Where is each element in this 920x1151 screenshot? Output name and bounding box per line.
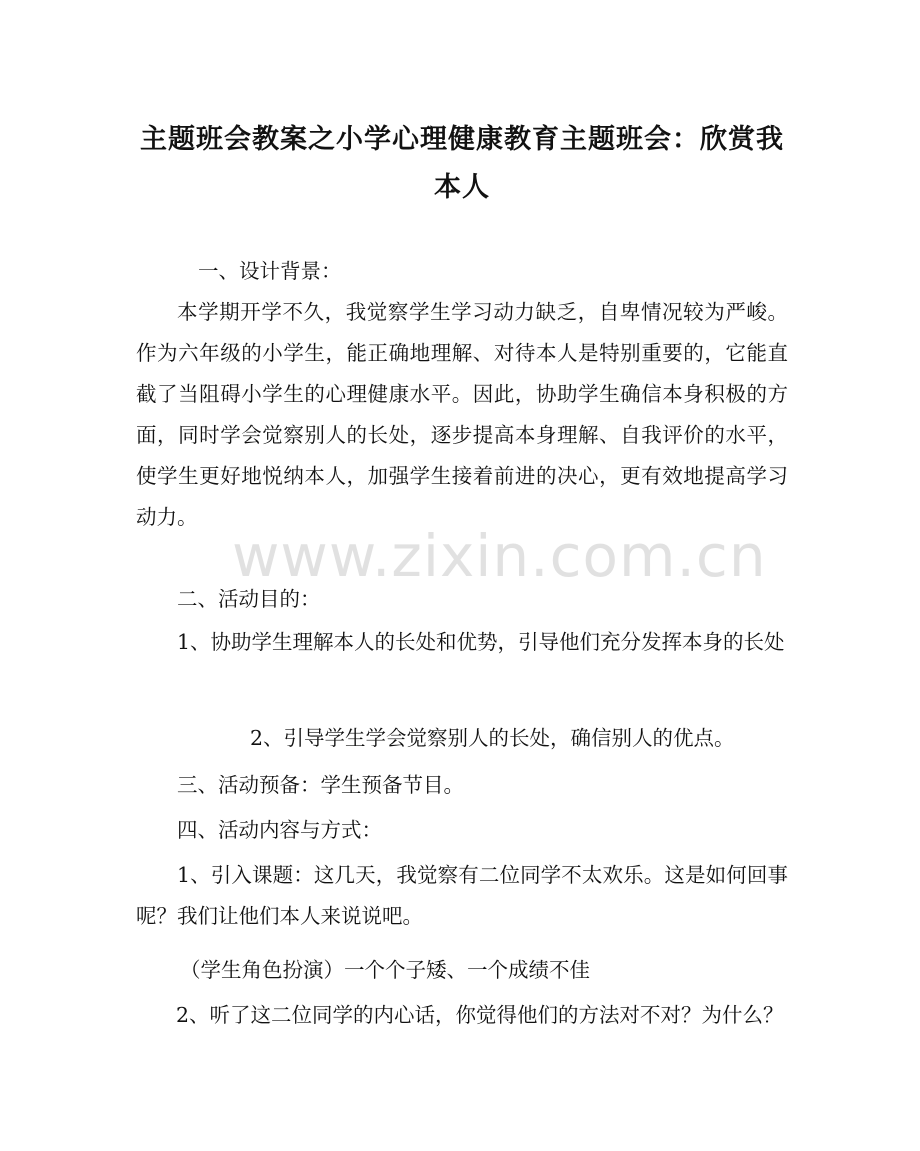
section-heading-preparation: 三、活动预备：学生预备节目。 xyxy=(177,773,464,797)
paragraph-goal-2: 2、引导学生学会觉察别人的长处，确信别人的优点。 xyxy=(250,726,735,750)
watermark-text: www.zixin.com.cn xyxy=(232,522,767,590)
section-heading-background: 一、设计背景： xyxy=(198,259,342,283)
page-title: 主题班会教案之小学心理健康教育主题班会：欣赏我本人 xyxy=(140,124,784,203)
section-heading-goals: 二、活动目的： xyxy=(177,587,321,611)
section-heading-content: 四、活动内容与方式： xyxy=(177,818,382,842)
paragraph-goal-1: 1、协助学生理解本人的长处和优势，引导他们充分发挥本身的长处 xyxy=(177,630,785,654)
paragraph-role-play: （学生角色扮演）一个个子矮、一个成绩不佳 xyxy=(180,958,590,982)
paragraph-background: 本学期开学不久，我觉察学生学习动力缺乏，自卑情况较为严峻。作为六年级的小学生，能正确地理解、对待本人是特别重要的，它能直截了当阻碍小学生的心理健康水平。因此，协助学生确信本身积极的方面，同时学会觉察别人的长处，逐步提高本身理解、自我评价的水平，使学生更好地悦纳本人，加强学生接着前进的决心，更有效地提高学习动力。 xyxy=(136,300,788,529)
paragraph-content-1: 1、引入课题：这几天，我觉察有二位同学不太欢乐。这是如何回事呢？我们让他们本人来说说吧。 xyxy=(136,863,788,928)
paragraph-content-2: 2、听了这二位同学的内心话，你觉得他们的方法对不对？为什么？ xyxy=(176,1003,784,1027)
